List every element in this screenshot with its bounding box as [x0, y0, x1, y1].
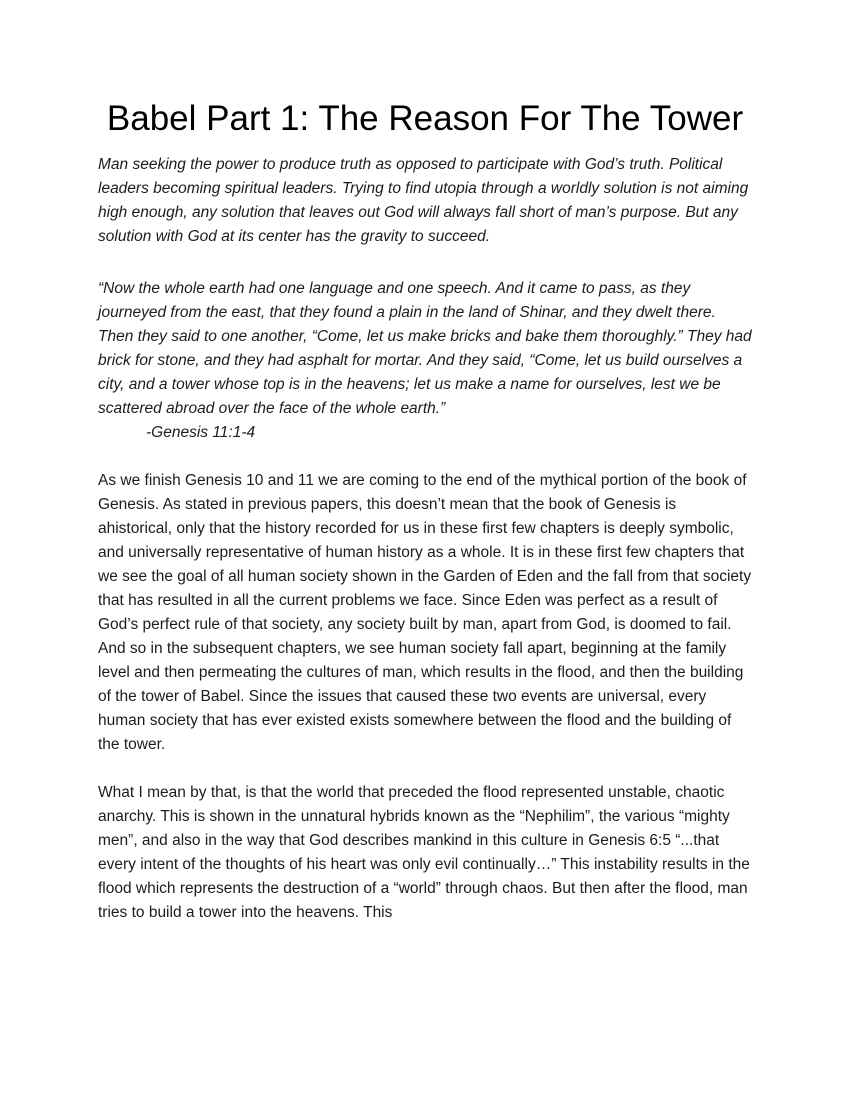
body-paragraph-1: As we finish Genesis 10 and 11 we are coming to the end of the mythical portion of the book of Genesis. As stated in previous papers, this doesn’t mean that the book of Genesis is ahistorical, only that the history recorded for us in these first few chapters is deeply symbolic, and universally representative of human history as a whole. It is in these first few chapters that we see the goal of all human society shown in the Garden of Eden and the fall from that society that has resulted in all the current problems we face. Since Eden was perfect as a result of God’s perfect rule of that society, any society built by man, apart from God, is doomed to fail. And so in the subsequent chapters, we see human society fall apart, beginning at the family level and then permeating the cultures of man, which results in the flood, and then the building of the tower of Babel. Since the issues that caused these two events are universal, every human society that has ever existed exists somewhere between the flood and the building of the tower. [98, 471, 752, 753]
scripture-quote-paragraph: “Now the whole earth had one language and one speech. And it came to pass, as they journeyed from the east, that they found a plain in the land of Shinar, and they dwelt there. Then they said to one another, “Come, let us make bricks and bake them thoroughly.” They had brick for stone, and they had asphalt for mortar. And they said, “Come, let us build ourselves a city, and a tower whose top is in the heavens; let us make a name for ourselves, lest we be scattered abroad over the face of the whole earth.” [98, 279, 752, 417]
intro-paragraph: Man seeking the power to produce truth as opposed to participate with God’s truth. Political leaders becoming spiritual leaders. Trying to find utopia through a worldly solution is not aiming high enough, any solution that leaves out God will always fall short of man’s purpose. But any solution with God at its center has the gravity to succeed. [98, 155, 749, 245]
body-paragraph-2: What I mean by that, is that the world that preceded the flood represented unstable, chaotic anarchy. This is shown in the unnatural hybrids known as the “Nephilim”, the various “mighty men”, and also in the way that God describes mankind in this culture in Genesis 6:5 “...that every intent of the thoughts of his heart was only evil continually…” This instability results in the flood which represents the destruction of a “world” through chaos. But then after the flood, man tries to build a tower into the heavens. This [98, 783, 750, 921]
document-title: Babel Part 1: The Reason For The Tower [106, 99, 744, 138]
scripture-citation: -Genesis 11:1-4 [146, 423, 256, 441]
